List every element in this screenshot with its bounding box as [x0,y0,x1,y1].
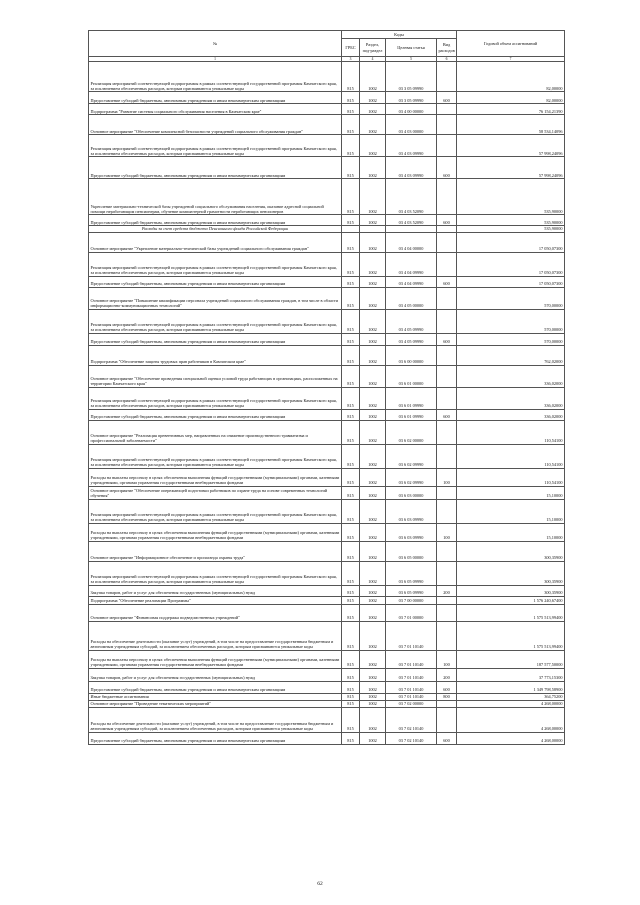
table-row [89,486,565,499]
row-grbs: 815 [342,707,360,732]
row-sum: 364,75200 [457,693,565,700]
row-grbs: 815 [342,541,360,561]
row-vr [437,365,457,387]
row-vr: 200 [437,585,457,596]
row-name: Реализация мероприятий соответствующей подпрограммы в рамках соответствующей государственной программы Камчатского края, за исключением обеспеченных расходов, которым присваиваются уникальные коды [89,387,342,409]
table-row [89,700,565,707]
row-name: Предоставление субсидий бюджетным, автономным учреждениям и иным некоммерческим организациям [89,215,342,226]
row-razdel: 1002 [360,333,386,345]
row-vr [437,135,457,157]
budget-rows [89,62,565,744]
row-grbs: 815 [342,621,360,650]
table-row [89,333,565,345]
row-vr [437,420,457,444]
row-grbs: 815 [342,604,360,621]
row-sum: 17 050,07300 [457,252,565,276]
row-sum: 535,90000 [457,215,565,226]
row-name: Реализация мероприятий соответствующей подпрограммы в рамках соответствующей государственной программы Камчатского края, за исключением обеспеченных расходов, которым присваиваются уникальные коды [89,62,342,92]
row-name: Реализация мероприятий соответствующей подпрограммы в рамках соответствующей государственной программы Камчатского края, за исключением обеспеченных расходов, которым присваиваются уникальные коды [89,252,342,276]
row-cs: 03 7 01 10140 [386,650,437,668]
row-vr: 600 [437,681,457,693]
row-sum: 1 575 513,99400 [457,621,565,650]
table-row [89,215,565,226]
row-name: Расходы на обеспечение деятельности (оказание услуг) учреждений, в том числе на предоставление государственным бюджетным и автономным учреждениям субсидий, за исключением обеспеченных расходов, которым присваиваются уникальные коды [89,707,342,732]
row-razdel: 1002 [360,276,386,287]
row-vr [437,596,457,604]
row-name: Основное мероприятие "Укрепление материально-технической базы учреждений социального обслуживания граждан" [89,232,342,252]
row-name: Расходы на выплаты персоналу в целях обеспечения выполнения функций государственными (муниципальными) органами, казенными учреждениями, органами управления государственными внебюджетными фондами [89,650,342,668]
row-name: Основное мероприятие "Обеспечение проведения специальной оценки условий труда работающих в организациях, расположенных на территории Камчатского края" [89,365,342,387]
row-grbs: 815 [342,157,360,179]
row-razdel: 1002 [360,252,386,276]
table-row [89,62,565,92]
row-sum: 336,02000 [457,387,565,409]
row-cs: 03 7 01 10140 [386,681,437,693]
row-razdel: 1002 [360,104,386,115]
budget-table-sheet [88,30,564,745]
row-razdel: 1002 [360,499,386,523]
row-name: Закупка товаров, работ и услуг для обеспечения государственных (муниципальных) нужд [89,668,342,681]
row-cs: 03 4 04 09990 [386,276,437,287]
row-sum: 570,00000 [457,309,565,333]
row-name: Предоставление субсидий бюджетным, автономным учреждениям и иным некоммерческим организациям [89,409,342,420]
row-vr [437,604,457,621]
row-cs: 03 4 05 09990 [386,309,437,333]
row-grbs: 815 [342,585,360,596]
row-razdel: 1002 [360,115,386,135]
row-name: Предоставление субсидий бюджетным, автономным учреждениям и иным некоммерческим организациям [89,276,342,287]
table-row [89,523,565,541]
row-sum: 4 268,00000 [457,732,565,744]
table-row [89,179,565,215]
row-vr: 600 [437,92,457,104]
row-razdel: 1002 [360,604,386,621]
row-name: Реализация мероприятий соответствующей подпрограммы в рамках соответствующей государственной программы Камчатского края, за исключением обеспеченных расходов, которым присваиваются уникальные коды [89,309,342,333]
row-cs: 03 4 00 00000 [386,104,437,115]
row-sum: 762,02000 [457,345,565,365]
row-sum: 1 576 240,67400 [457,596,565,604]
row-sum: 57 998,24096 [457,135,565,157]
table-row [89,115,565,135]
row-name: Предоставление субсидий бюджетным, автономным учреждениям и иным некоммерческим организациям [89,157,342,179]
row-sum: 300,35900 [457,541,565,561]
row-cs: 03 6 01 00000 [386,365,437,387]
table-row [89,561,565,585]
row-razdel: 1002 [360,693,386,700]
row-grbs: 815 [342,523,360,541]
table-row [89,621,565,650]
row-sum: 336,02000 [457,365,565,387]
row-sum: 1 575 513,99400 [457,604,565,621]
budget-table [88,30,565,745]
row-cs: 03 4 03 00000 [386,115,437,135]
row-sum: 535,90000 [457,179,565,215]
row-name: Предоставление субсидий бюджетным, автономным учреждениям и иным некоммерческим организациям [89,333,342,345]
row-cs: 03 6 05 09990 [386,585,437,596]
row-razdel: 1002 [360,365,386,387]
row-name: Расходы на выплаты персоналу в целях обеспечения выполнения функций государственными (муниципальными) органами, казенными учреждениями, органами управления государственными внебюджетными фондами [89,468,342,486]
row-cs: 03 6 01 09990 [386,409,437,420]
row-grbs: 815 [342,468,360,486]
row-name: Основное мероприятие "Финансовая поддержка подведомственных учреждений" [89,604,342,621]
row-name: Реализация мероприятий соответствующей подпрограммы в рамках соответствующей государственной программы Камчатского края, за исключением обеспеченных расходов, которым присваиваются уникальные коды [89,561,342,585]
row-vr: 600 [437,333,457,345]
row-grbs: 815 [342,499,360,523]
row-sum: 4 268,00000 [457,707,565,732]
row-razdel: 1002 [360,707,386,732]
row-vr: 800 [437,693,457,700]
row-sum: 336,02000 [457,409,565,420]
row-cs: 03 6 00 00000 [386,345,437,365]
row-grbs: 815 [342,309,360,333]
row-vr [437,561,457,585]
row-cs: 03 6 01 09990 [386,387,437,409]
row-cs: 03 7 00 00000 [386,596,437,604]
row-name: Реализация мероприятий соответствующей подпрограммы в рамках соответствующей государственной программы Камчатского края, за исключением обеспеченных расходов, которым присваиваются уникальные коды [89,499,342,523]
row-grbs: 815 [342,444,360,468]
colnum-4: 4 [360,57,386,62]
row-name: Подпрограмма "Развитие системы социального обслуживания населения в Камчатском крае" [89,104,342,115]
row-razdel: 1002 [360,585,386,596]
header-razdel: Раздел, под-раздел [360,39,386,57]
row-razdel: 1002 [360,523,386,541]
table-row [89,276,565,287]
row-sum: 15,10000 [457,523,565,541]
row-name: Предоставление субсидий бюджетным, автономным учреждениям и иным некоммерческим организациям [89,92,342,104]
row-sum: 17 050,07300 [457,232,565,252]
table-row [89,650,565,668]
table-row [89,387,565,409]
row-name: Основное мероприятие "Информационное обеспечение и пропаганда охраны труда" [89,541,342,561]
row-name: Расходы на выплаты персоналу в целях обеспечения выполнения функций государственными (муниципальными) органами, казенными учреждениями, органами управления государственными внебюджетными фондами [89,523,342,541]
row-vr: 100 [437,650,457,668]
row-sum: 570,00000 [457,333,565,345]
row-grbs: 815 [342,365,360,387]
row-vr [437,115,457,135]
row-vr [437,444,457,468]
row-grbs: 815 [342,387,360,409]
row-sum: 76 154,21390 [457,104,565,115]
table-row [89,681,565,693]
row-vr [437,309,457,333]
row-vr [437,345,457,365]
row-cs: 03 7 01 10140 [386,621,437,650]
row-vr: 600 [437,409,457,420]
row-vr [437,700,457,707]
row-razdel: 1002 [360,215,386,226]
row-sum: 37 773,15300 [457,668,565,681]
row-cs: 03 6 03 09990 [386,523,437,541]
row-cs: 03 6 02 00000 [386,420,437,444]
row-name: Иные бюджетные ассигнования [89,693,342,700]
row-vr [437,387,457,409]
row-sum: 82,00000 [457,62,565,92]
table-row [89,287,565,309]
table-row [89,707,565,732]
table-row [89,444,565,468]
row-vr [437,252,457,276]
colnum-1: 1 [89,57,342,62]
row-cs: 03 4 05 00000 [386,287,437,309]
row-grbs: 815 [342,693,360,700]
table-row [89,732,565,744]
table-row [89,104,565,115]
row-razdel: 1002 [360,287,386,309]
row-grbs: 815 [342,62,360,92]
row-grbs: 815 [342,700,360,707]
row-name: Расходы за счет средств бюджета Пенсионного фонда Российской Федерации [89,226,342,232]
row-razdel: 1002 [360,62,386,92]
colnum-6: 6 [437,57,457,62]
row-vr: 600 [437,732,457,744]
row-vr [437,499,457,523]
row-vr [437,62,457,92]
row-cs: 03 3 05 09990 [386,62,437,92]
header-grbs: ГРБС [342,39,360,57]
row-cs: 03 7 01 10140 [386,693,437,700]
table-row [89,468,565,486]
table-row [89,409,565,420]
row-razdel: 1002 [360,444,386,468]
row-sum: 1 349 798,58900 [457,681,565,693]
row-sum: 15,10000 [457,499,565,523]
row-name: Реализация мероприятий соответствующей подпрограммы в рамках соответствующей государственной программы Камчатского края, за исключением обеспеченных расходов, которым присваиваются уникальные коды [89,135,342,157]
table-row [89,541,565,561]
table-row [89,585,565,596]
row-name: Подпрограмма "Обеспечение реализации Программы" [89,596,342,604]
row-razdel: 1002 [360,387,386,409]
row-cs: 03 4 03 09990 [386,157,437,179]
row-grbs: 815 [342,215,360,226]
row-razdel: 1002 [360,668,386,681]
row-name: Основное мероприятие "Обеспечение комплексной безопасности учреждений социального обслуживания граждан" [89,115,342,135]
row-razdel: 1002 [360,732,386,744]
row-cs: 03 7 01 00000 [386,604,437,621]
row-sum: 300,35900 [457,561,565,585]
row-grbs: 815 [342,420,360,444]
row-name: Основное мероприятие "Повышение квалификации персонала учреждений социального обслуживания граждан, в том числе в области информационно-коммуникационных технологий" [89,287,342,309]
row-cs: 03 3 05 09990 [386,92,437,104]
row-cs: 03 7 02 00000 [386,700,437,707]
row-name: Укрепление материально-технической базы учреждений социального обслуживания населения, оказание адресной социальной помощи неработающим пенсионерам, обучение компьютерной грамотности неработающих пенсионеров [89,179,342,215]
table-row [89,232,565,252]
row-razdel: 1002 [360,157,386,179]
page-number: 62 [317,881,323,887]
row-grbs: 815 [342,486,360,499]
row-sum: 110,54100 [457,444,565,468]
row-name: Основное мероприятие "Проведение тематических мероприятий" [89,700,342,707]
row-grbs: 815 [342,276,360,287]
table-row [89,345,565,365]
table-row [89,157,565,179]
row-sum: 535,90000 [457,226,565,232]
row-grbs: 815 [342,104,360,115]
row-cs: 03 4 04 00000 [386,232,437,252]
row-grbs: 815 [342,681,360,693]
table-row [89,365,565,387]
table-row [89,420,565,444]
row-razdel: 1002 [360,621,386,650]
row-name: Расходы на обеспечение деятельности (оказание услуг) учреждений, в том числе на предоставление государственным бюджетным и автономным учреждениям субсидий, за исключением обеспеченных расходов, которым присваиваются уникальные коды [89,621,342,650]
table-row [89,604,565,621]
row-grbs: 815 [342,287,360,309]
row-vr [437,541,457,561]
row-vr [437,486,457,499]
row-razdel: 1002 [360,232,386,252]
table-row [89,596,565,604]
row-razdel: 1002 [360,486,386,499]
row-name: Подпрограмма "Обеспечение защиты трудовых прав работников в Камчатском крае" [89,345,342,365]
row-vr: 200 [437,668,457,681]
table-row [89,252,565,276]
row-razdel: 1002 [360,179,386,215]
row-cs: 03 4 03 52090 [386,179,437,215]
colnum-3: 3 [342,57,360,62]
row-grbs: 815 [342,333,360,345]
row-name: Закупка товаров, работ и услуг для обеспечения государственных (муниципальных) нужд [89,585,342,596]
header-vr: Вид расходов [437,39,457,57]
row-vr [437,232,457,252]
row-sum: 15,10000 [457,486,565,499]
header-number: № [89,31,342,57]
row-vr: 600 [437,157,457,179]
row-razdel: 1002 [360,681,386,693]
row-razdel: 1002 [360,92,386,104]
row-sum: 58 534,14096 [457,115,565,135]
row-razdel: 1002 [360,561,386,585]
row-sum: 17 050,07300 [457,276,565,287]
row-grbs: 815 [342,596,360,604]
row-razdel: 1002 [360,468,386,486]
row-razdel: 1002 [360,596,386,604]
row-name: Предоставление субсидий бюджетным, автономным учреждениям и иным некоммерческим организациям [89,681,342,693]
row-grbs: 815 [342,115,360,135]
row-cs: 03 6 05 00000 [386,541,437,561]
row-razdel: 1002 [360,409,386,420]
row-grbs: 815 [342,650,360,668]
table-row [89,309,565,333]
table-row [89,668,565,681]
row-razdel: 1002 [360,135,386,157]
row-name: Реализация мероприятий соответствующей подпрограммы в рамках соответствующей государственной программы Камчатского края, за исключением обеспеченных расходов, которым присваиваются уникальные коды [89,444,342,468]
row-name: Основное мероприятие "Реализация превентивных мер, направленных на снижение производственного травматизма и профессиональной заболеваемости" [89,420,342,444]
colnum-7: 7 [457,57,565,62]
row-sum: 57 998,24096 [457,157,565,179]
row-grbs: 815 [342,732,360,744]
row-razdel: 1002 [360,541,386,561]
row-cs: 03 4 03 09990 [386,135,437,157]
row-vr: 100 [437,523,457,541]
row-vr [437,287,457,309]
table-row [89,499,565,523]
row-razdel: 1002 [360,309,386,333]
row-grbs: 815 [342,252,360,276]
row-cs: 03 4 05 09990 [386,333,437,345]
row-grbs: 815 [342,232,360,252]
row-grbs: 815 [342,179,360,215]
header-codes: Коды [342,31,457,39]
row-grbs: 815 [342,135,360,157]
row-vr [437,707,457,732]
row-cs: 03 4 04 09990 [386,252,437,276]
row-sum: 82,00000 [457,92,565,104]
row-sum: 570,00000 [457,287,565,309]
row-razdel: 1002 [360,650,386,668]
row-sum: 300,35900 [457,585,565,596]
row-cs: 03 4 03 52090 [386,215,437,226]
row-cs: 03 6 03 00000 [386,486,437,499]
table-row [89,92,565,104]
row-sum: 110,54100 [457,420,565,444]
row-cs: 03 6 02 09990 [386,468,437,486]
row-razdel: 1002 [360,345,386,365]
row-name: Основное мероприятие "Обеспечение опережающей подготовки работников по охране труда на основе современных технологий обучения" [89,486,342,499]
row-grbs: 815 [342,561,360,585]
row-razdel: 1002 [360,420,386,444]
row-cs: 03 6 03 09990 [386,499,437,523]
row-razdel: 1002 [360,700,386,707]
row-cs: 03 7 02 10140 [386,732,437,744]
row-sum: 110,54100 [457,468,565,486]
table-row [89,135,565,157]
row-vr: 100 [437,468,457,486]
row-vr: 600 [437,215,457,226]
colnum-5: 5 [386,57,437,62]
row-name: Предоставление субсидий бюджетным, автономным учреждениям и иным некоммерческим организациям [89,732,342,744]
row-grbs: 815 [342,92,360,104]
row-grbs: 815 [342,345,360,365]
row-vr: 600 [437,276,457,287]
row-grbs: 815 [342,668,360,681]
header-annual: Годовой объем ассигнований [457,31,565,57]
row-cs: 03 7 02 10140 [386,707,437,732]
header-cs: Целевая статья [386,39,437,57]
row-cs: 03 7 01 10140 [386,668,437,681]
table-row [89,693,565,700]
row-cs: 03 6 02 09990 [386,444,437,468]
row-grbs: 815 [342,409,360,420]
row-sum: 4 268,00000 [457,700,565,707]
row-vr [437,621,457,650]
row-cs: 03 6 05 09990 [386,561,437,585]
row-vr [437,104,457,115]
row-vr [437,179,457,215]
row-sum: 187 577,50000 [457,650,565,668]
